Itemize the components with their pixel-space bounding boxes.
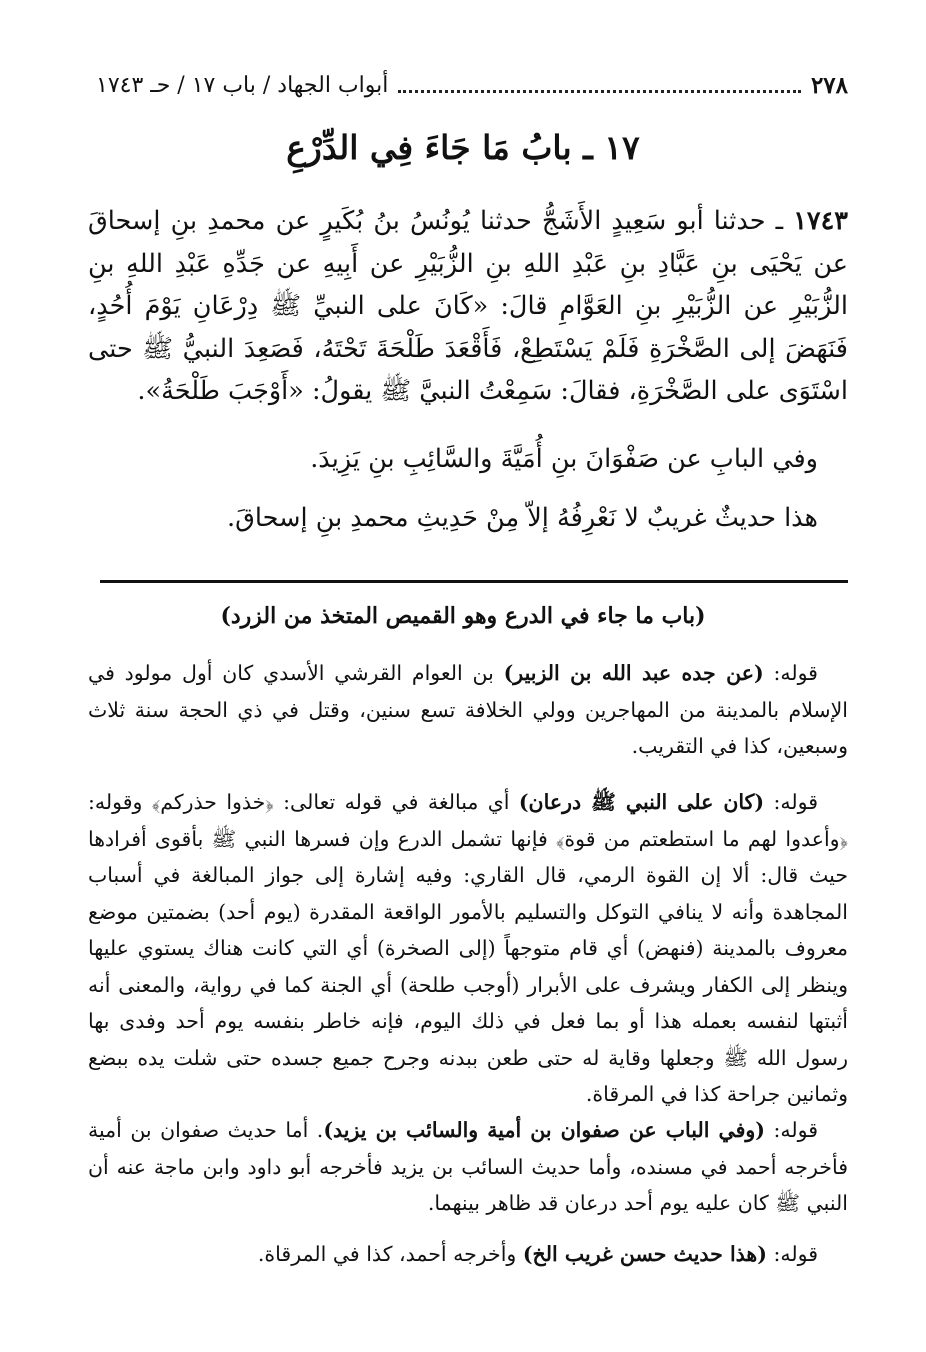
commentary-quote: (وفي الباب عن صفوان بن أمية والسائب بن يزيد) [323,1118,765,1142]
commentary-text: . أما حديث صفوان بن أمية فأخرجه أحمد في مسنده، وأما حديث السائب بن يزيد فأخرجه أبو داود وابن ماجة عنه أن النبي ﷺ كان عليه يوم أحد درعان قد ظاهر بينهما. [88,1118,848,1215]
commentary-lead: قوله: [764,790,818,814]
header-dotted-leader [398,90,801,93]
commentary-paragraph [88,784,848,1113]
footnote-separator [100,580,848,583]
commentary-title: (باب ما جاء في الدرع وهو القميص المتخذ من الزرد) [220,603,706,629]
hadith-body: ـ حدثنا أبو سَعِيدٍ الأَشَجُّ حدثنا يُونُسُ بنُ بُكَيرٍ عن محمدِ بنِ إسحاقَ عن يَحْيَى بنِ عَبَّادِ بنِ عَبْدِ اللهِ بنِ الزُّبَيْرِ عن أَبِيهِ عن جَدِّهِ عَبْدِ اللهِ بنِ الزُّبَيْرِ عن الزُّبَيْرِ بنِ العَوَّامِ قالَ: «كَانَ على النبيِّ ﷺ دِرْعَانِ يَوْمَ أُحُدٍ، فَنَهَضَ إلى الصَّخْرَةِ فَلَمْ يَسْتَطِعْ، فَأَقْعَدَ طَلْحَةَ تَحْتَهُ، فَصَعِدَ النبيُّ ﷺ حتى اسْتَوَى على الصَّخْرَةِ، فقالَ: سَمِعْتُ النبيَّ ﷺ يقولُ: «أَوْجَبَ طَلْحَةُ». [88,206,848,406]
commentary-lead: قوله: [765,1118,818,1142]
commentary-text: وأخرجه أحمد، كذا في المرقاة. [257,1242,523,1266]
hadith-number: ١٧٤٣ [793,206,848,236]
commentary-quote: (هذا حديث حسن غريب الخ) [522,1242,767,1266]
commentary-paragraph [88,1112,848,1222]
commentary-paragraph [88,1236,848,1273]
hadith-text [88,200,848,413]
grading-note: هذا حديثٌ غريبٌ لا نَعْرِفُهُ إلاّ مِنْ حَدِيثِ محمدِ بنِ إسحاقَ. [227,503,818,533]
in-the-chapter-note: وفي البابِ عن صَفْوَانَ بنِ أُمَيَّةَ والسَّائِبِ بنِ يَزِيدَ. [310,444,818,474]
page-number: ٢٧٨ [810,71,848,99]
commentary-text: بن العوام القرشي الأسدي كان أول مولود في الإسلام بالمدينة من المهاجرين وولي الخلافة تسع سنين، وقتل في ذي الحجة سنة ثلاث وسبعين، كذا في التقريب. [88,661,848,758]
commentary-lead: قوله: [766,1242,818,1266]
commentary-lead: قوله: [763,661,818,685]
chapter-title: ١٧ ـ بابُ مَا جَاءَ فِي الدِّرْعِ [286,128,640,167]
commentary-quote: (عن جده عبد الله بن الزبير) [503,661,764,685]
page-header [96,68,848,102]
commentary-quote: (كان على النبي ﷺ درعان) [518,790,765,814]
commentary-paragraph [88,655,848,765]
commentary-text: أي مبالغة في قوله تعالى: ﴿خذوا حذركم﴾ وقوله: ﴿وأعدوا لهم ما استطعتم من قوة﴾ فإنها تشمل الدرع وإن فسرها النبي ﷺ بأقوى أفرادها حيث قال: ألا إن القوة الرمي، قال القاري: وفيه إشارة إلى جواز المبالغة في أسباب المجاهدة وأنه لا ينافي التوكل والتسليم بالأمور الواقعة المقدرة (يوم أحد) بضمتين موضع معروف بالمدينة (فنهض) أي قام متوجهاً (إلى الصخرة) أي التي كانت هناك يستوي عليها وينظر إلى الكفار ويشرف على الأبرار (أوجب طلحة) أي الجنة كما في رواية، والمعنى أنه أثبتها لنفسه بعمله هذا أو بما فعل في ذلك اليوم، فإنه خاطر بنفسه يوم أحد وفدى بها رسول الله ﷺ وجعلها وقاية له حتى طعن ببدنه وجرح جميع جسده حتى شلت يده ببضع وثمانين جراحة كذا في المرقاة. [88,790,848,1106]
running-title: أبواب الجهاد / باب ١٧ / حـ ١٧٤٣ [96,72,389,98]
